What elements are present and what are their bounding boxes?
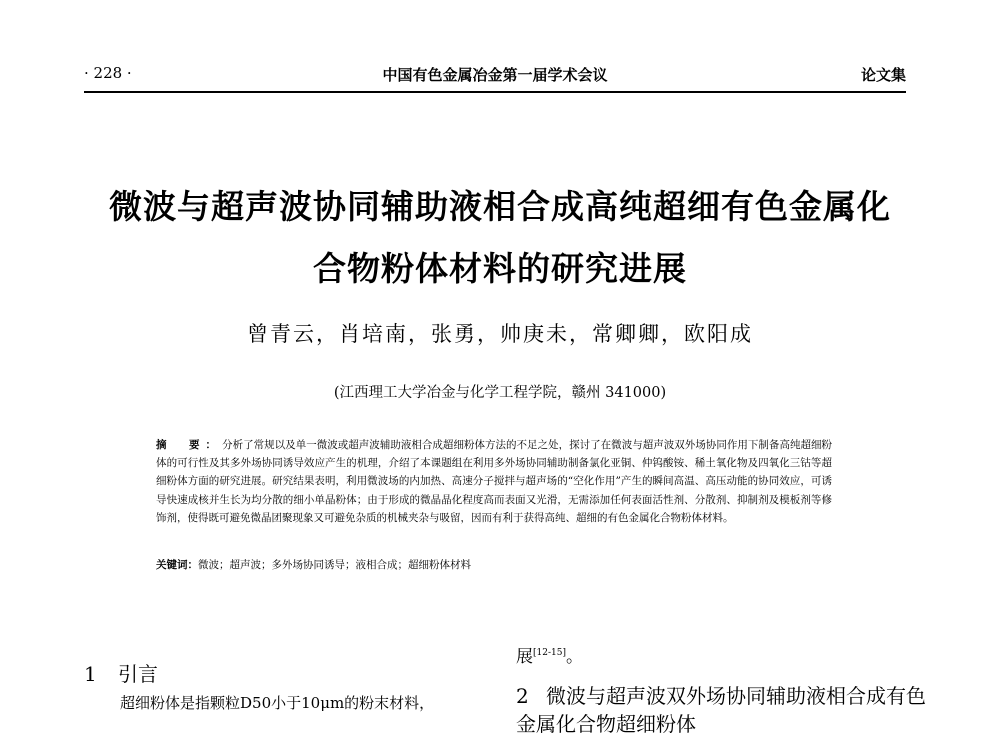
end-mark: 。 xyxy=(565,647,583,667)
right-column-continuation xyxy=(516,642,583,667)
section-2-number: 2 xyxy=(516,684,529,708)
abstract xyxy=(156,436,832,527)
keywords-text: 微波；超声波；多外场协同诱导；液相合成；超细粉体材料 xyxy=(198,559,471,571)
citation: [12-15] xyxy=(533,648,566,658)
section-1-title: 引言 xyxy=(118,662,158,686)
keywords-label: 关键词： xyxy=(156,559,198,571)
section-1-heading xyxy=(84,658,158,687)
keywords xyxy=(156,556,832,574)
section-1-number: 1 xyxy=(84,662,97,686)
section-2-heading xyxy=(516,682,936,738)
conference-name: 中国有色金属冶金第一届学术会议 xyxy=(382,66,608,84)
section-1-paragraph: 超细粉体是指颗粒D50小于10μm的粉末材料， xyxy=(120,694,435,712)
affiliation: (江西理工大学冶金与化学工程学院，赣州 341000) xyxy=(333,385,667,401)
collection-label: 论文集 xyxy=(860,66,906,84)
continuation-text: 展 xyxy=(516,647,533,667)
header-rule xyxy=(84,91,906,93)
abstract-label: 摘 要： xyxy=(156,439,223,451)
author-list: 曾青云，肖培南，张勇，帅庚未，常卿卿，欧阳成 xyxy=(247,322,753,346)
paper-title-line-2: 合物粉体材料的研究进展 xyxy=(313,249,687,288)
section-2-title: 微波与超声波双外场协同辅助液相合成有色金属化合物超细粉体 xyxy=(516,684,926,736)
page-number: · 228 · xyxy=(84,64,132,82)
paper-title-line-1: 微波与超声波协同辅助液相合成高纯超细有色金属化 xyxy=(109,187,891,226)
abstract-text: 分析了常规以及单一微波或超声波辅助液相合成超细粉体方法的不足之处，探讨了在微波与超声波双外场协同作用下制备高纯超细粉体的可行性及其多外场协同诱导效应产生的机理，介绍了本课题组在利用多外场协同辅助制备氯化亚铜、仲钨酸铵、稀土氧化物及四氧化三钴等超细粉体方面的研究进展。研究结果表明，利用微波场的内加热、高速分子搅拌与超声场的“空化作用”产生的瞬间高温、高压动能的协同效应，可诱导快速成核并生长为均分散的细小单晶粉体；由于形成的微晶晶化程度高而表面又光滑，无需添加任何表面活性剂、分散剂、抑制剂及模板剂等修饰剂，使得既可避免微晶团聚现象又可避免杂质的机械夹杂与吸留，因而有利于获得高纯、超细的有色金属化合物粉体材料。 xyxy=(156,439,833,524)
running-header xyxy=(84,62,906,90)
